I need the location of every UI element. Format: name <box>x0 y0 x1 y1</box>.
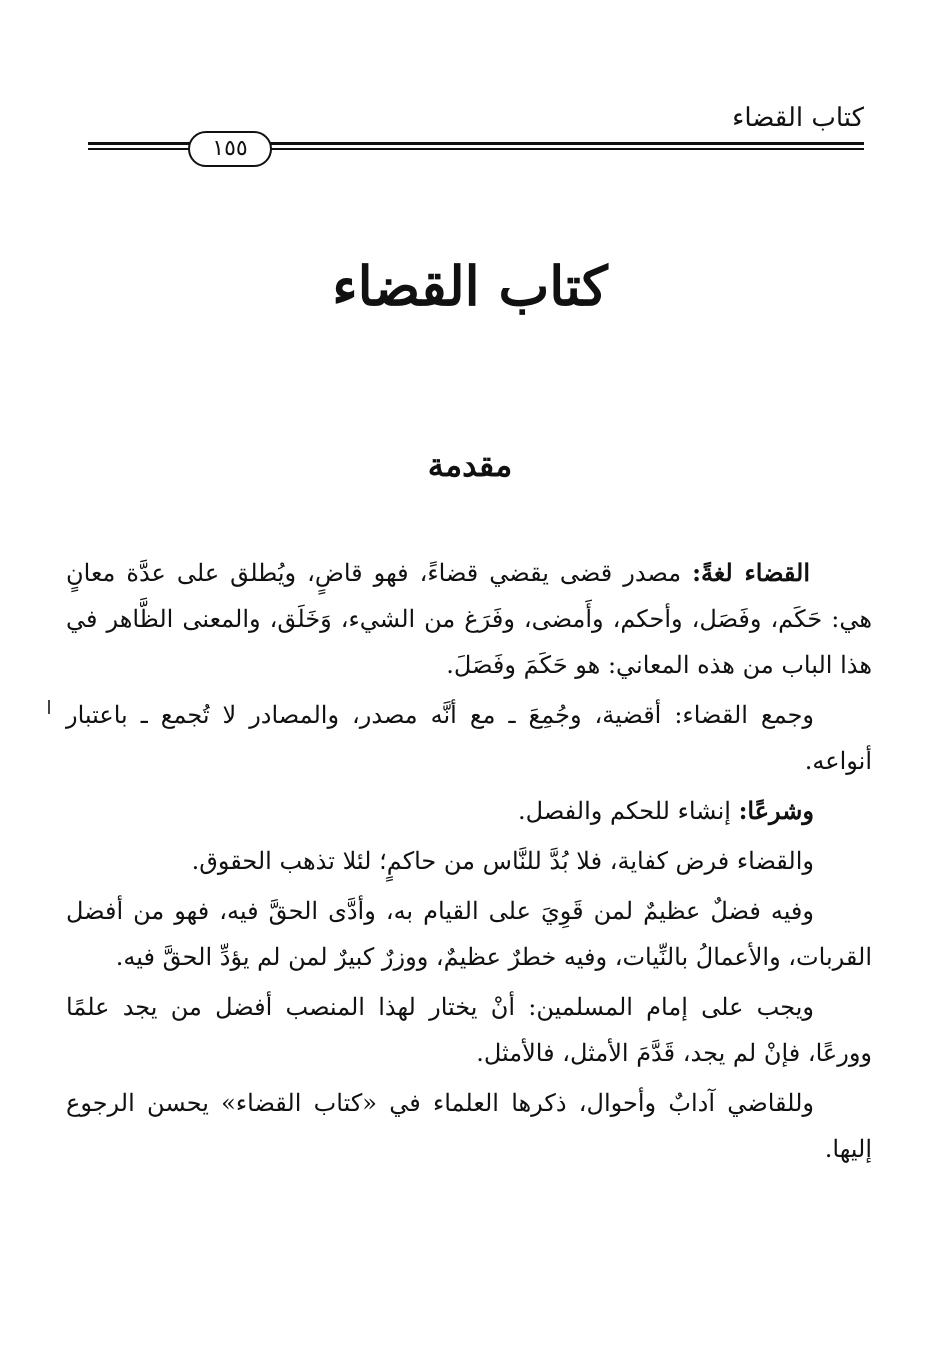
paragraph-obligation: والقضاء فرض كفاية، فلا بُدَّ للنَّاس من حاكمٍ؛ لئلا تذهب الحقوق. <box>191 847 814 875</box>
book-title: كتاب القضاء <box>332 254 608 318</box>
paragraph-virtue: وفيه فضلٌ عظيمٌ لمن قَوِيَ على القيام به، وأدَّى الحقَّ فيه، فهو من أفضل القربات، والأعمالُ بالنِّيات، وفيه خطرٌ عظيمٌ، ووزرٌ كبيرٌ لمن لم يؤدِّ الحقَّ فيه. <box>66 897 872 971</box>
term-lexical: القضاء لغةً: <box>692 558 810 587</box>
paragraph-judge-etiquette: وللقاضي آدابٌ وأحوال، ذكرها العلماء في «كتاب القضاء» يحسن الرجوع إليها. <box>66 1089 872 1163</box>
paragraph-definition-lexical <box>66 550 872 688</box>
paragraph-plural: وجمع القضاء: أقضية، وجُمِعَ ـ مع أنَّه مصدر، والمصادر لا تُجمع ـ باعتبار أنواعه. <box>66 701 872 775</box>
paragraph-imam-duty: ويجب على إمام المسلمين: أنْ يختار لهذا المنصب أفضل من يجد علمًا وورعًا، فإنْ لم يجد، قَدَّمَ الأمثل، فالأمثل. <box>66 993 872 1067</box>
body-text <box>66 550 872 1176</box>
section-heading: مقدمة <box>427 446 513 484</box>
running-header-title: كتاب القضاء <box>732 103 864 133</box>
paragraph-definition-legal <box>66 788 872 834</box>
paragraph-text: إنشاء للحكم والفصل. <box>518 797 739 825</box>
margin-scan-mark <box>48 700 50 714</box>
paragraph-text: مصدر قضى يقضي قضاءً، فهو قاضٍ، ويُطلق على عدَّة معانٍ هي: حَكَم، وفَصَل، وأحكم، وأَمضى، وفَرَغ من الشيء، وَخَلَق، والمعنى الظَّاهر في هذا الباب من هذه المعاني: هو حَكَمَ وفَصَلَ. <box>66 559 872 679</box>
term-legal: وشرعًا: <box>738 796 814 825</box>
page-number: ١٥٥ <box>188 131 272 167</box>
